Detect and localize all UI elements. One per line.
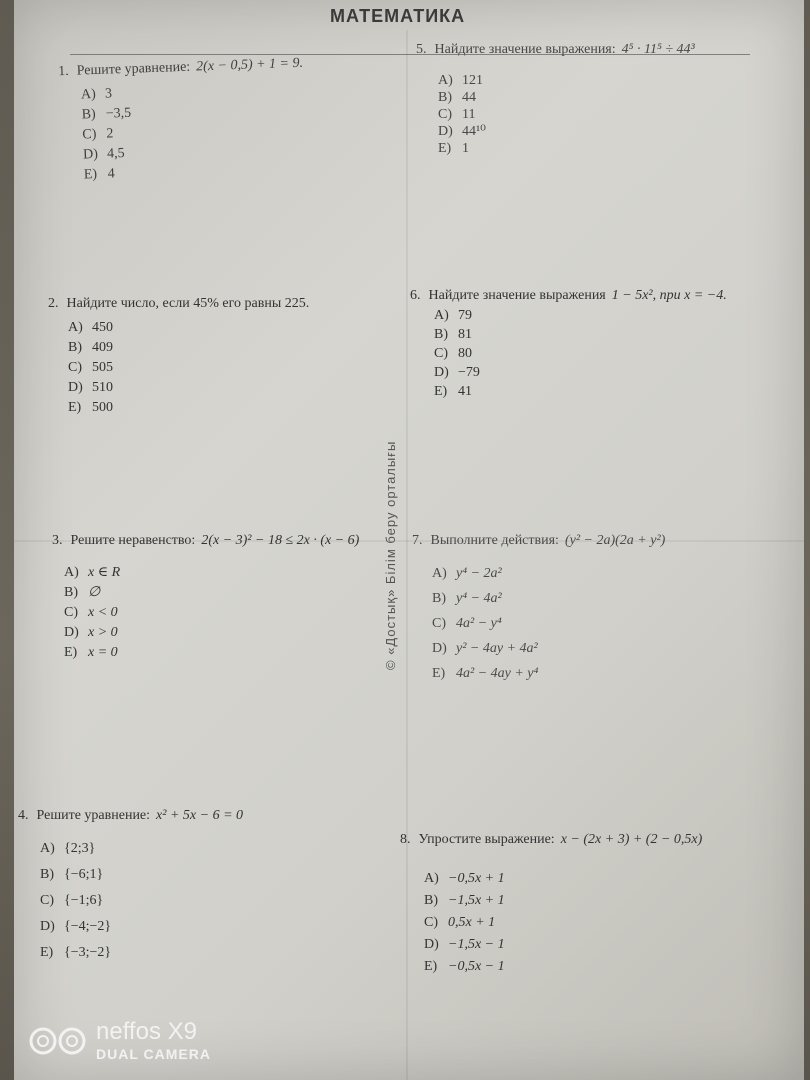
answer-option	[424, 868, 702, 890]
question-8-title	[400, 832, 702, 848]
answer-option	[432, 611, 665, 636]
option-letter: D)	[68, 380, 83, 395]
option-letter: B)	[68, 340, 82, 355]
option-letter: C)	[64, 605, 78, 620]
question-prompt: Решите неравенство:	[70, 533, 196, 548]
option-letter: D)	[424, 937, 439, 952]
question-number: 7.	[412, 533, 423, 548]
option-value: 41	[458, 384, 472, 399]
option-value: 0,5x + 1	[448, 915, 496, 930]
question-number: 3.	[52, 533, 63, 548]
option-value: 2	[106, 126, 114, 142]
question-prompt: Решите уравнение:	[76, 59, 191, 79]
answer-option	[68, 318, 315, 338]
option-letter: B)	[432, 591, 446, 606]
camera-rings-icon	[28, 1026, 92, 1056]
option-value: −1,5x + 1	[448, 893, 505, 908]
answer-option	[68, 398, 315, 418]
option-value: 11	[462, 107, 476, 122]
answer-option	[64, 623, 359, 643]
option-value: 450	[92, 320, 113, 335]
option-value: 4a² − y⁴	[456, 616, 502, 631]
option-letter: B)	[40, 867, 54, 882]
publisher-watermark: © «Достық» Білім беру орталығы	[383, 440, 398, 670]
question-2	[48, 296, 315, 418]
option-letter: A)	[432, 566, 447, 581]
option-value: −0,5x − 1	[448, 959, 505, 974]
question-number: 5.	[416, 42, 427, 57]
option-letter: E)	[432, 666, 446, 681]
option-letter: A)	[80, 87, 97, 103]
option-value: 121	[462, 73, 483, 88]
subject-header: МАТЕМАТИКА	[330, 6, 466, 26]
option-value: ∅	[88, 585, 101, 600]
option-letter: E)	[40, 945, 54, 960]
option-value: 4,5	[106, 146, 125, 162]
answer-option	[438, 89, 695, 106]
answer-option	[432, 586, 665, 611]
answer-option	[432, 561, 665, 586]
option-value: {−1;6}	[64, 893, 104, 908]
option-value: 1	[462, 141, 469, 156]
answer-options	[40, 836, 243, 966]
option-letter: C)	[434, 346, 448, 361]
question-3-title	[52, 533, 359, 549]
answer-option	[424, 934, 702, 956]
option-letter: A)	[424, 871, 439, 886]
option-value: y² − 4ay + 4a²	[456, 641, 538, 656]
option-letter: E)	[64, 645, 78, 660]
option-value: {−4;−2}	[64, 919, 112, 934]
option-value: 79	[458, 308, 472, 323]
answer-option	[64, 643, 359, 663]
answer-option	[40, 914, 243, 940]
question-expression: x − (2x + 3) + (2 − 0,5x)	[560, 832, 703, 847]
answer-options	[424, 868, 702, 978]
answer-option	[40, 940, 243, 966]
answer-option	[434, 382, 727, 401]
question-expression: 2(x − 3)² − 18 ≤ 2x · (x − 6)	[201, 533, 360, 548]
camera-subtitle: DUAL CAMERA	[96, 1046, 211, 1062]
answer-option	[438, 123, 695, 140]
option-value: 44¹⁰	[462, 124, 486, 139]
option-letter: B)	[64, 585, 78, 600]
answer-option	[64, 563, 359, 583]
answer-option	[64, 603, 359, 623]
question-1	[58, 56, 307, 186]
question-8	[400, 832, 702, 978]
question-number: 4.	[18, 808, 29, 823]
question-6-title	[410, 288, 727, 304]
question-4-title	[18, 808, 243, 824]
option-value: 409	[92, 340, 113, 355]
option-value: 80	[458, 346, 472, 361]
option-letter: A)	[40, 841, 55, 856]
option-value: x = 0	[88, 645, 118, 660]
question-prompt: Решите уравнение:	[36, 808, 151, 823]
option-letter: C)	[424, 915, 438, 930]
question-number: 6.	[410, 288, 421, 303]
option-letter: A)	[438, 73, 453, 88]
option-letter: C)	[40, 893, 54, 908]
option-letter: D)	[64, 625, 79, 640]
option-letter: A)	[434, 308, 449, 323]
option-letter: C)	[68, 360, 82, 375]
option-value: 505	[92, 360, 113, 375]
option-value: 44	[462, 90, 476, 105]
option-value: −3,5	[105, 105, 132, 122]
option-value: {−6;1}	[64, 867, 104, 882]
option-letter: E)	[424, 959, 438, 974]
option-value: 81	[458, 327, 472, 342]
option-value: −0,5x + 1	[448, 871, 505, 886]
answer-options	[432, 561, 665, 686]
answer-option	[68, 378, 315, 398]
answer-options	[81, 78, 307, 186]
answer-option	[438, 72, 695, 89]
option-letter: C)	[438, 107, 452, 122]
answer-option	[424, 912, 702, 934]
answer-option	[434, 363, 727, 382]
answer-option	[68, 338, 315, 358]
question-prompt: Найдите значение выражения:	[434, 42, 616, 57]
answer-option	[40, 836, 243, 862]
option-letter: D)	[40, 919, 55, 934]
answer-option	[68, 358, 315, 378]
option-value: x ∈ R	[88, 565, 121, 580]
option-value: 4a² − 4ay + y⁴	[456, 666, 539, 681]
option-letter: C)	[432, 616, 446, 631]
option-value: 4	[107, 166, 116, 182]
option-value: {−3;−2}	[64, 945, 112, 960]
question-expression: 1 − 5x², при x = −4.	[611, 288, 727, 303]
answer-option	[434, 325, 727, 344]
question-7-title	[412, 533, 665, 549]
question-number: 2.	[48, 296, 59, 311]
question-expression: 2(x − 0,5) + 1 = 9.	[195, 55, 304, 75]
option-letter: B)	[81, 107, 96, 123]
option-letter: B)	[438, 90, 452, 105]
option-letter: D)	[432, 641, 447, 656]
answer-option	[438, 140, 695, 157]
option-letter: C)	[82, 127, 97, 143]
option-letter: D)	[434, 365, 449, 380]
answer-option	[40, 888, 243, 914]
answer-options	[438, 72, 695, 157]
option-value: −1,5x − 1	[448, 937, 505, 952]
question-2-title	[48, 296, 315, 312]
question-5-title	[416, 42, 695, 58]
question-7	[412, 533, 665, 686]
question-expression: 4⁵ · 11⁵ ÷ 44³	[621, 42, 695, 57]
option-value: y⁴ − 4a²	[456, 591, 502, 606]
answer-option	[40, 862, 243, 888]
option-value: x > 0	[88, 625, 118, 640]
camera-brand: neffos X9	[96, 1018, 197, 1045]
option-letter: E)	[68, 400, 82, 415]
question-6	[410, 288, 727, 401]
option-letter: E)	[434, 384, 448, 399]
option-letter: B)	[424, 893, 438, 908]
option-value: {2;3}	[64, 841, 96, 856]
option-letter: D)	[438, 124, 453, 139]
answer-options	[64, 563, 359, 663]
answer-option	[434, 306, 727, 325]
question-3	[52, 533, 359, 663]
question-prompt: Упростите выражение:	[418, 832, 555, 847]
option-letter: A)	[68, 320, 83, 335]
question-number: 8.	[400, 832, 411, 847]
question-5	[416, 42, 695, 157]
answer-options	[434, 306, 727, 401]
answer-option	[424, 956, 702, 978]
question-expression: x² + 5x − 6 = 0	[156, 808, 244, 823]
answer-option	[434, 344, 727, 363]
option-value: 500	[92, 400, 113, 415]
option-letter: A)	[64, 565, 79, 580]
answer-option	[432, 661, 665, 686]
option-letter: E)	[83, 167, 98, 183]
option-value: −79	[458, 365, 480, 380]
option-value: 510	[92, 380, 113, 395]
question-prompt: Найдите значение выражения	[428, 288, 606, 303]
question-prompt: Выполните действия:	[430, 533, 559, 548]
answer-option	[424, 890, 702, 912]
option-value: y⁴ − 2a²	[456, 566, 502, 581]
option-value: 3	[104, 86, 113, 102]
question-prompt: Найдите число, если 45% его равны 225.	[66, 296, 310, 311]
option-value: x < 0	[88, 605, 118, 620]
option-letter: E)	[438, 141, 452, 156]
answer-option	[64, 583, 359, 603]
option-letter: D)	[82, 146, 99, 163]
question-expression: (y² − 2a)(2a + y²)	[564, 533, 666, 548]
question-4	[18, 808, 243, 966]
answer-options	[68, 318, 315, 418]
answer-option	[432, 636, 665, 661]
question-number: 1.	[57, 63, 69, 80]
option-letter: B)	[434, 327, 448, 342]
answer-option	[438, 106, 695, 123]
